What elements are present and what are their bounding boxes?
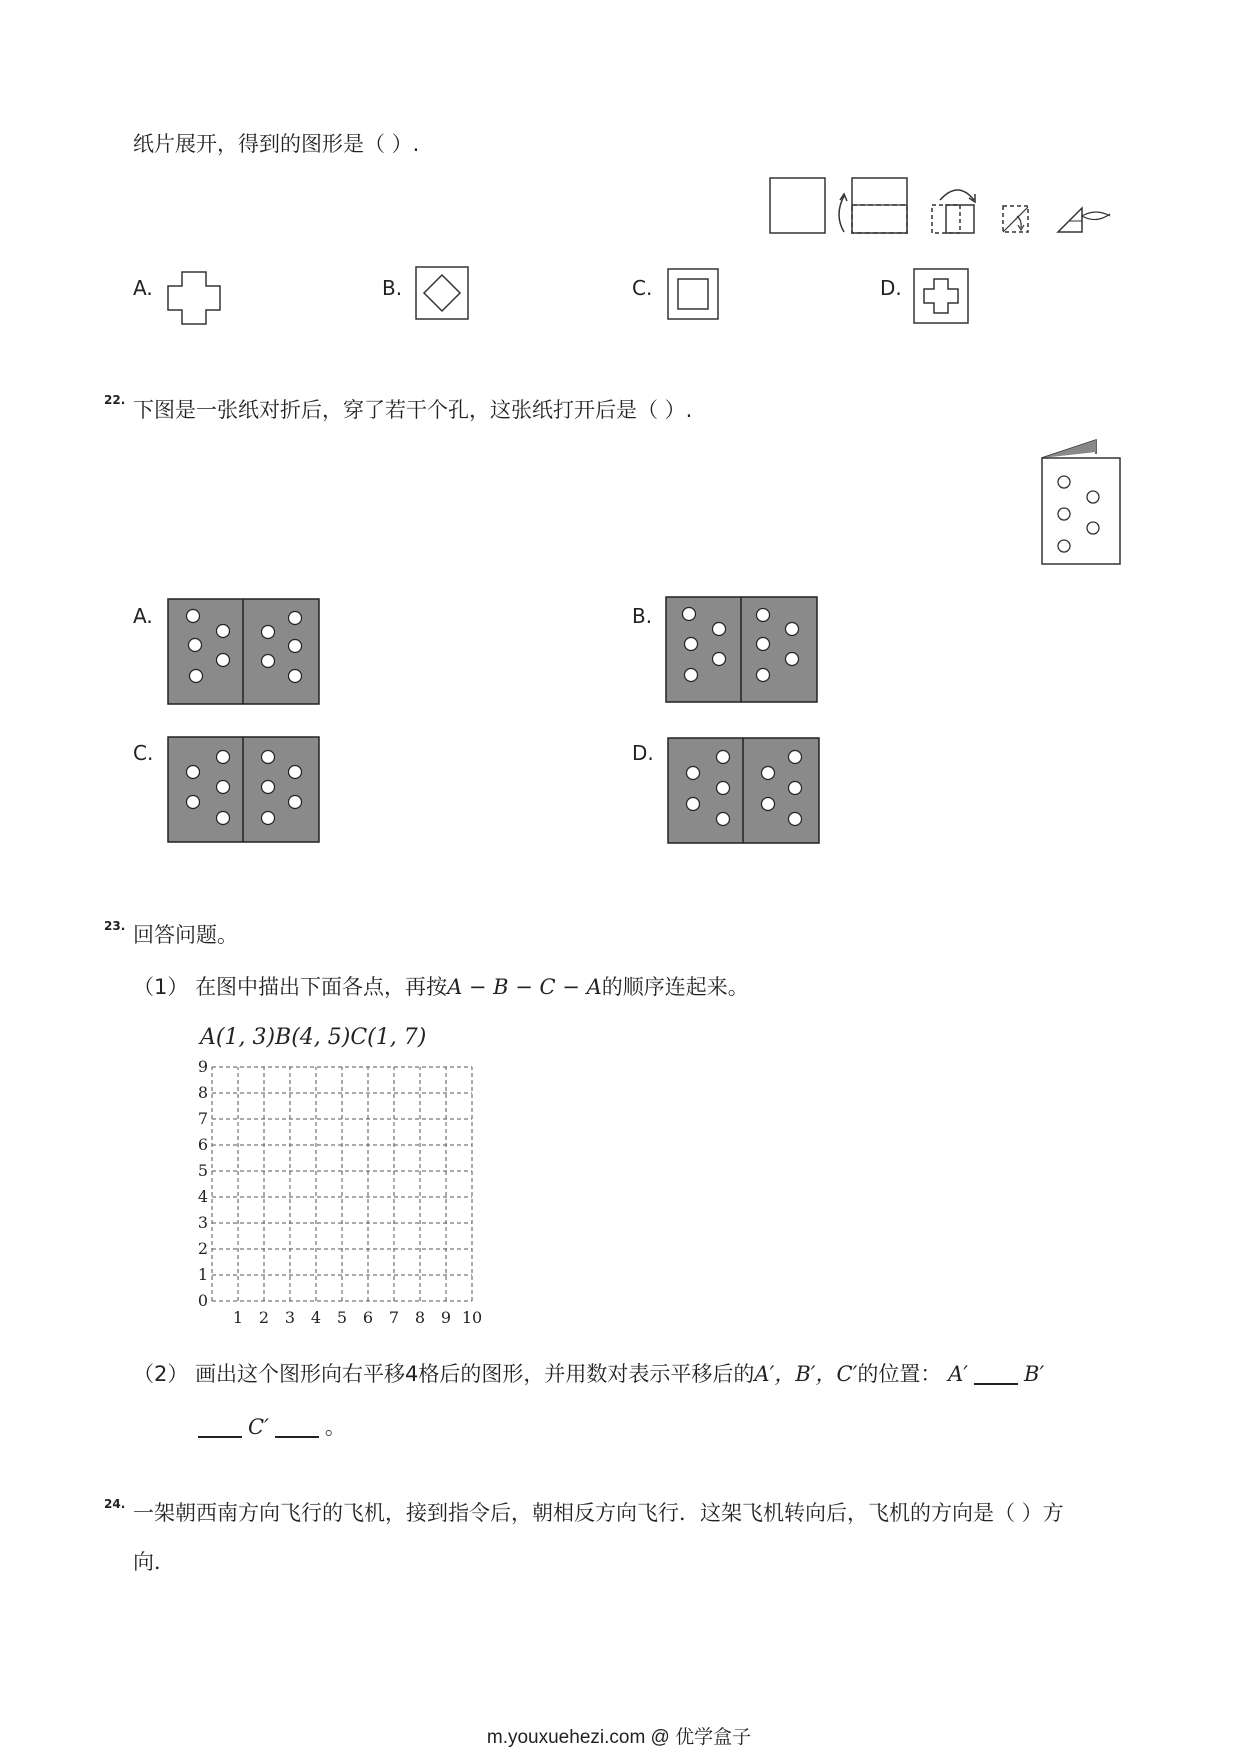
x-tick-label: 6 bbox=[362, 1308, 374, 1327]
q22-option-b-shape[interactable] bbox=[665, 596, 819, 704]
y-tick-label: 2 bbox=[197, 1239, 208, 1258]
q23-label-b: B′ bbox=[1024, 1362, 1045, 1386]
x-tick-label: 10 bbox=[461, 1308, 483, 1327]
x-tick-label: 3 bbox=[284, 1308, 296, 1327]
y-tick-label: 5 bbox=[197, 1161, 208, 1180]
q23-number: 23. bbox=[104, 919, 126, 933]
footer-watermark: m.youxuehezi.com @ 优学盒子 bbox=[486, 1727, 752, 1748]
q21-option-b-shape[interactable] bbox=[414, 265, 470, 321]
q22-option-b-label[interactable]: B. bbox=[632, 604, 653, 628]
x-tick-label: 9 bbox=[440, 1308, 452, 1327]
y-tick-label: 3 bbox=[197, 1213, 208, 1232]
q23-part2 bbox=[133, 1361, 1044, 1387]
q23-part2-number: （2） bbox=[133, 1362, 189, 1386]
answer-blank-c[interactable] bbox=[275, 1436, 319, 1438]
answer-blank-a[interactable] bbox=[974, 1383, 1018, 1385]
y-tick-label: 6 bbox=[197, 1135, 208, 1154]
x-tick-label: 8 bbox=[414, 1308, 426, 1327]
q21-option-b-label[interactable]: B. bbox=[382, 276, 403, 300]
q23-part2-labels: A′，B′，C′ bbox=[754, 1362, 858, 1386]
q22-number: 22. bbox=[104, 393, 126, 407]
y-tick-label: 9 bbox=[197, 1057, 208, 1076]
q23-coordinate-grid[interactable] bbox=[190, 1057, 490, 1335]
x-tick-label: 7 bbox=[388, 1308, 400, 1327]
q21-option-c-shape[interactable] bbox=[666, 267, 720, 321]
q21-option-d-shape[interactable] bbox=[912, 267, 970, 325]
y-tick-label: 4 bbox=[197, 1187, 208, 1206]
q23-part1 bbox=[133, 974, 749, 1000]
q24-number: 24. bbox=[104, 1497, 126, 1511]
answer-blank-b[interactable] bbox=[198, 1436, 242, 1438]
q23-part2-line2 bbox=[198, 1414, 346, 1440]
q22-option-c-shape[interactable] bbox=[167, 736, 321, 844]
q23-label-c: C′ bbox=[248, 1415, 269, 1439]
q24-line2: 向． bbox=[133, 1550, 175, 1574]
q21-option-d-label[interactable]: D. bbox=[880, 276, 902, 300]
q23-part1-number: （1） bbox=[133, 975, 189, 999]
q21-option-a-label[interactable]: A. bbox=[133, 276, 153, 300]
x-tick-label: 4 bbox=[310, 1308, 322, 1327]
q21-fold-diagram bbox=[760, 170, 1140, 240]
x-tick-label: 1 bbox=[232, 1308, 244, 1327]
q24-line1: 一架朝西南方向飞行的飞机，接到指令后，朝相反方向飞行．这架飞机转向后，飞机的方向是（ ）方 bbox=[133, 1501, 1064, 1525]
q23-stem: 回答问题。 bbox=[133, 923, 238, 947]
q21-option-a-shape[interactable] bbox=[166, 270, 226, 330]
y-tick-label: 8 bbox=[197, 1083, 208, 1102]
q23-part2-position: 的位置： bbox=[857, 1362, 942, 1386]
q22-option-d-label[interactable]: D. bbox=[632, 741, 654, 765]
x-tick-label: 2 bbox=[258, 1308, 270, 1327]
q23-part1-text: 在图中描出下面各点，再按 bbox=[195, 975, 448, 999]
q23-label-a: A′ bbox=[948, 1362, 969, 1386]
q22-stem: 下图是一张纸对折后，穿了若干个孔，这张纸打开后是（ ）. bbox=[133, 398, 693, 422]
q23-part2-text: 画出这个图形向右平移4格后的图形，并用数对表示平移后的 bbox=[195, 1362, 755, 1386]
y-tick-label: 0 bbox=[197, 1291, 208, 1310]
q22-option-c-label[interactable]: C. bbox=[133, 741, 154, 765]
q21-option-c-label[interactable]: C. bbox=[632, 276, 653, 300]
q23-end-mark: 。 bbox=[324, 1415, 346, 1439]
q21-stem: 纸片展开，得到的图形是（ ）. bbox=[133, 132, 420, 156]
y-tick-label: 7 bbox=[197, 1109, 208, 1128]
x-tick-label: 5 bbox=[336, 1308, 348, 1327]
q23-part1-tail: 的顺序连起来。 bbox=[601, 975, 749, 999]
q23-part1-sequence: A − B − C − A bbox=[447, 975, 602, 999]
q22-option-d-shape[interactable] bbox=[667, 737, 821, 845]
q23-points: A(1, 3)B(4, 5)C(1, 7) bbox=[200, 1025, 427, 1050]
q22-folded-paper bbox=[1040, 436, 1130, 571]
y-tick-label: 1 bbox=[197, 1265, 208, 1284]
q22-option-a-shape[interactable] bbox=[167, 598, 321, 706]
q22-option-a-label[interactable]: A. bbox=[133, 604, 153, 628]
